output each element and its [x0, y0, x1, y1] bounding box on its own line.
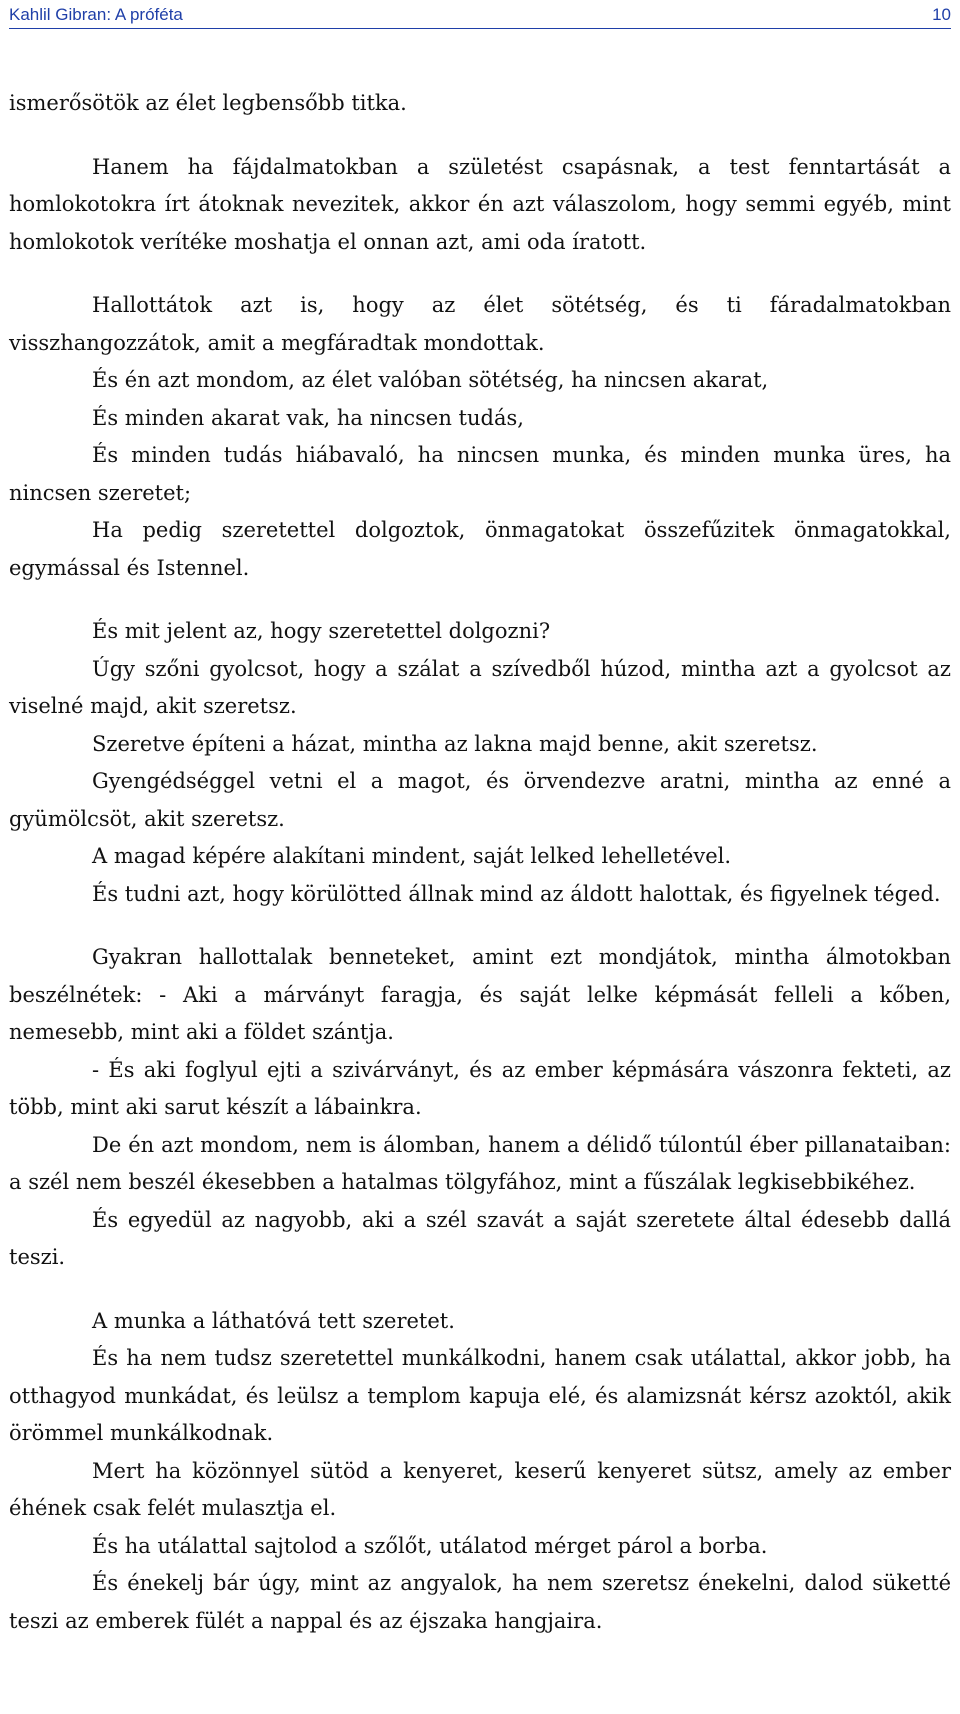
paragraph: A munka a láthatóvá tett szeretet.: [92, 1308, 455, 1333]
paragraph: Szeretve építeni a házat, mintha az lakna majd benne, akit szeretsz.: [92, 731, 818, 756]
paragraph: ismerősötök az élet legbensőbb titka.: [9, 91, 407, 115]
paragraph: De én azt mondom, nem is álomban, hanem a délidő túlontúl éber pillanataiban: a szél nem beszél ékesebben a hatalmas tölgyfához, mint a fűszálak legkisebbikéhez.: [9, 1132, 951, 1194]
book-title: Kahlil Gibran: A próféta: [9, 5, 183, 24]
paragraph: És tudni azt, hogy körülötted állnak mind az áldott halottak, és figyelnek téged.: [92, 881, 941, 906]
paragraph: Hallottátok azt is, hogy az élet sötétség, és ti fáradalmatokban visszhangozzátok, amit a megfáradtak mondottak.: [9, 293, 951, 355]
paragraph: - És aki foglyul ejti a szivárványt, és az ember képmására vászonra fekteti, az több, mint aki sarut készít a lábainkra.: [9, 1057, 951, 1119]
paragraph: És mit jelent az, hogy szeretettel dolgozni?: [92, 619, 551, 643]
paragraph: Ha pedig szeretettel dolgoztok, önmagatokat összefűzitek önmagatokkal, egymással és Istennel.: [9, 518, 951, 580]
paragraph: És énekelj bár úgy, mint az angyalok, ha nem szeretsz énekelni, dalod süketté teszi az emberek fülét a nappal és az éjszaka hangjaira.: [9, 1571, 951, 1633]
paragraph: Úgy szőni gyolcsot, hogy a szálat a szívedből húzod, mintha azt a gyolcsot az viselné majd, akit szeretsz.: [9, 656, 951, 718]
paragraph: És minden tudás hiábavaló, ha nincsen munka, és minden munka üres, ha nincsen szeretet;: [9, 443, 951, 505]
paragraph: És minden akarat vak, ha nincsen tudás,: [92, 405, 524, 430]
paragraph: És ha nem tudsz szeretettel munkálkodni, hanem csak utálattal, akkor jobb, ha otthagyod munkádat, és leülsz a templom kapuja elé, és alamizsnát kérsz azoktól, akik örömmel munkálkodnak.: [9, 1346, 951, 1445]
page-body: [9, 85, 951, 1640]
paragraph: Gyakran hallottalak benneteket, amint ezt mondjátok, mintha álmotokban beszélnétek: - Aki a márványt faragja, és saját lelke képmását felleli a kőben, nemesebb, mint aki a földet szántja.: [9, 945, 951, 1044]
paragraph: És egyedül az nagyobb, aki a szél szavát a saját szeretete által édesebb dallá teszi.: [9, 1207, 951, 1269]
paragraph: Mert ha közönnyel sütöd a kenyeret, keserű kenyeret sütsz, amely az ember éhének csak felét mulasztja el.: [9, 1458, 951, 1520]
paragraph: És én azt mondom, az élet valóban sötétség, ha nincsen akarat,: [92, 368, 769, 392]
paragraph: Gyengédséggel vetni el a magot, és örvendezve aratni, mintha az enné a gyümölcsöt, akit szeretsz.: [9, 769, 951, 831]
paragraph: A magad képére alakítani mindent, saját lelked lehelletével.: [92, 844, 732, 868]
paragraph: És ha utálattal sajtolod a szőlőt, utálatod mérget párol a borba.: [92, 1533, 768, 1558]
page-number: 10: [932, 5, 951, 24]
running-header: [9, 4, 951, 29]
paragraph: Hanem ha fájdalmatokban a születést csapásnak, a test fenntartását a homlokotokra írt átoknak nevezitek, akkor én azt válaszolom, hogy semmi egyéb, mint homlokotok verítéke moshatja el onnan azt, ami oda íratott.: [9, 154, 951, 254]
